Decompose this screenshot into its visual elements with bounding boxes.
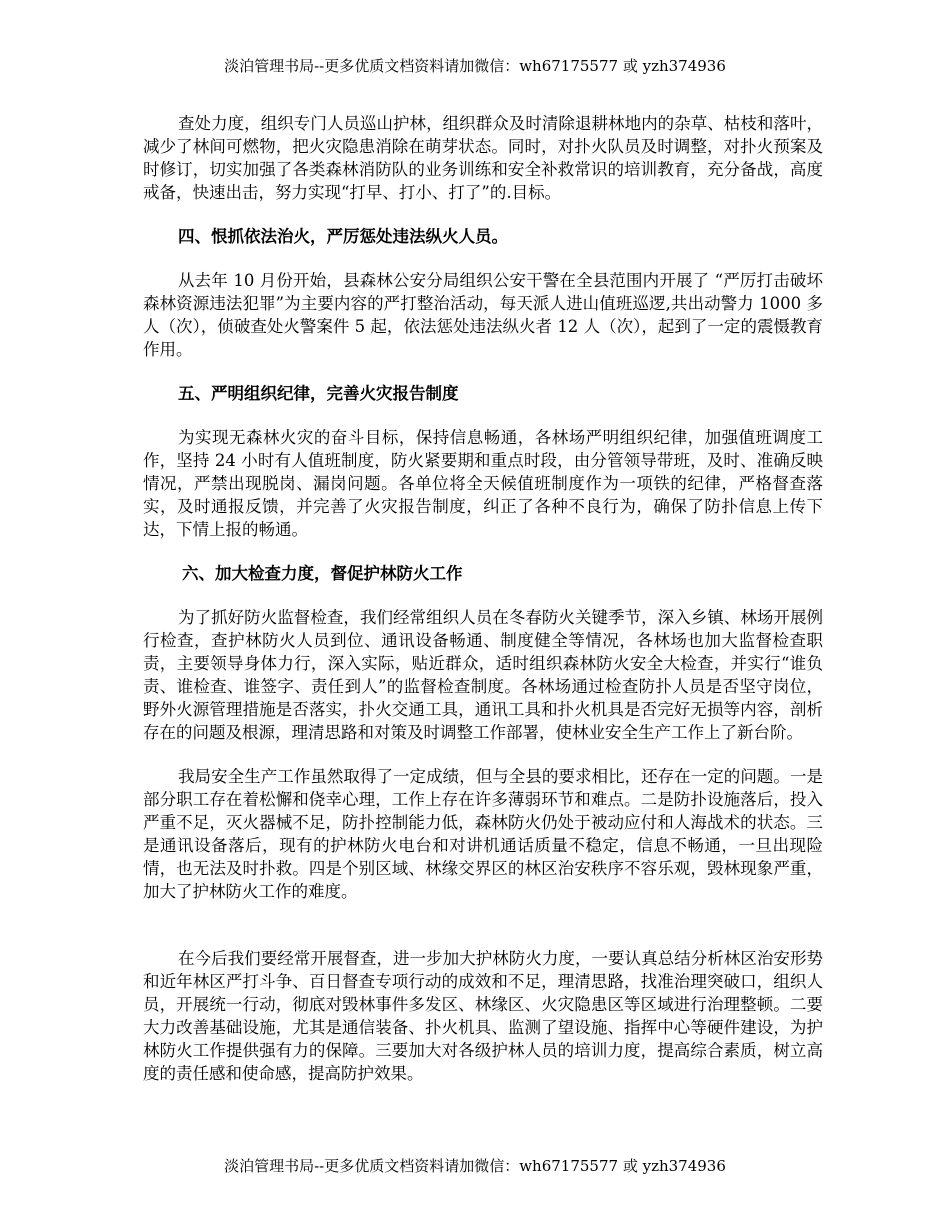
paragraph-discipline: 为实现无森林火灾的奋斗目标，保持信息畅通，各林场严明组织纪律，加强值班调度工作，坚持 24 小时有人值班制度，防火紧要期和重点时段，由分管领导带班，及时、准确反映情况，严禁出现脱岗、漏岗问题。各单位将全天候值班制度作为一项铁的纪律，严格督查落实，及时通报反馈，并完善了火灾报告制度，纠正了各种不良行为，确保了防扑信息上传下达，下情上报的畅通。 [143, 428, 823, 539]
paragraph-problems: 我局安全生产工作虽然取得了一定成绩，但与全县的要求相比，还存在一定的问题。一是部分职工存在着松懈和侥幸心理，工作上存在许多薄弱环节和难点。二是防扑设施落后，投入严重不足，灭火器械不足，防扑控制能力低，森林防火仍处于被动应付和人海战术的状态。三是通讯设备落后，现有的护林防火电台和对讲机通话质量不稳定，信息不畅通，一旦出现险情，也无法及时扑救。四是个别区域、林缘交界区的林区治安秩序不容乐观，毁林现象严重，加大了护林防火工作的难度。 [143, 767, 823, 901]
paragraph-future-plans: 在今后我们要经常开展督查，进一步加大护林防火力度，一要认真总结分析林区治安形势和近年林区严打斗争、百日督查专项行动的成效和不足，理清思路，找准治理突破口，组织人员，开展统一行动，彻底对毁林事件多发区、林缘区、火灾隐患区等区域进行治理整顿。二要大力改善基础设施，尤其是通信装备、扑火机具、监测了望设施、指挥中心等硬件建设，为护林防火工作提供强有力的保障。三要加大对各级护林人员的培训力度，提高综合素质，树立高度的责任感和使命感，提高防护效果。 [143, 949, 823, 1083]
page-footer: 淡泊管理书局--更多优质文档资料请加微信：wh67175577 或 yzh374936 [224, 1157, 726, 1175]
document-body [143, 112, 823, 1085]
section-heading-5: 五、严明组织纪律，完善火灾报告制度 [178, 384, 459, 403]
paragraph-law-enforcement: 从去年 10 月份开始，县森林公安分局组织公安干警在全县范围内开展了 “严厉打击破坏森林资源违法犯罪”为主要内容的严打整治活动，每天派人进山值班巡逻,共出动警力 1000 多人（次），侦破查处火警案件 5 起，依法惩处违法纵火者 12 人（次），起到了一定的震慑教育作用。 [143, 271, 823, 359]
paragraph-supervision: 为了抓好防火监督检查，我们经常组织人员在冬春防火关键季节，深入乡镇、林场开展例行检查，查护林防火人员到位、通讯设备畅通、制度健全等情况，各林场也加大监督检查职责，主要领导身体力行，深入实际，贴近群众，适时组织森林防火安全大检查，并实行“谁负责、谁检查、谁签字、责任到人”的监督检查制度。各林场通过检查防扑人员是否坚守岗位，野外火源管理措施是否落实，扑火交通工具，通讯工具和扑火机具是否完好无损等内容，剖析存在的问题及根源，理清思路和对策及时调整工作部署，使林业安全生产工作上了新台阶。 [143, 608, 823, 742]
page-header: 淡泊管理书局--更多优质文档资料请加微信：wh67175577 或 yzh374936 [224, 57, 726, 75]
section-heading-6: 六、加大检查力度，督促护林防火工作 [182, 564, 463, 583]
paragraph-inspection-measures: 查处力度，组织专门人员巡山护林，组织群众及时清除退耕林地内的杂草、枯枝和落叶，减少了林间可燃物，把火灾隐患消除在萌芽状态。同时，对扑火队员及时调整，对扑火预案及时修订，切实加强了各类森林消防队的业务训练和安全补救常识的培训教育，充分备战，高度戒备，快速出击，努力实现“打早、打小、打了”的.目标。 [143, 114, 823, 202]
section-heading-4: 四、恨抓依法治火，严厉惩处违法纵火人员。 [178, 227, 508, 246]
